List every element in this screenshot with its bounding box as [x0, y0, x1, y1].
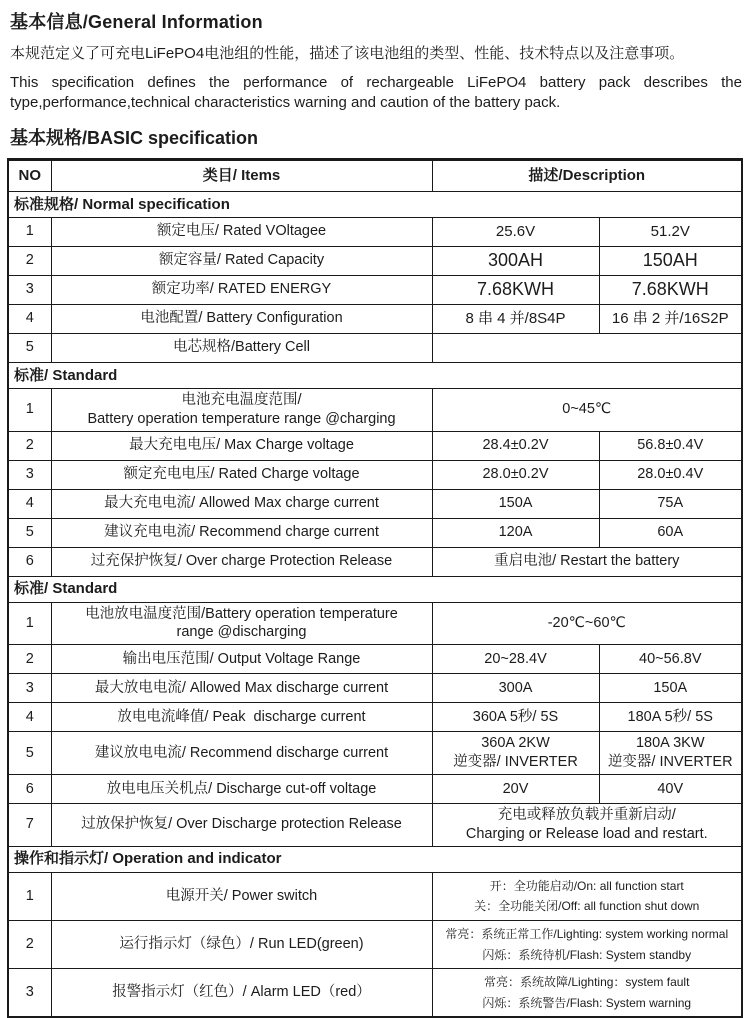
value-cell-left — [432, 645, 599, 674]
row-number: 2 — [8, 246, 51, 275]
table-row — [8, 803, 742, 846]
page-title-spec: 基本规格/BASIC specification — [10, 127, 259, 148]
table-row — [8, 275, 742, 304]
cell-text-line: -20℃~60℃ — [547, 614, 626, 631]
item-cell — [51, 246, 432, 275]
table-row — [8, 547, 742, 576]
item-cell — [51, 489, 432, 518]
cell-text-line: 28.0±0.4V — [637, 466, 704, 483]
row-number: 5 — [8, 518, 51, 547]
item-cell — [51, 333, 432, 362]
value-cell-left — [432, 674, 599, 703]
value-cell-right — [599, 246, 742, 275]
table-row — [8, 518, 742, 547]
cell-text-line: 最大充电电压/ Max Charge voltage — [129, 437, 354, 454]
value-cell-left — [432, 703, 599, 732]
item-cell — [51, 431, 432, 460]
cell-text-line: 40V — [657, 780, 684, 797]
row-number: 4 — [8, 703, 51, 732]
cell-text-line: 报警指示灯（红色）/ Alarm LED（red） — [112, 984, 371, 1001]
header-items: 类目/ Items — [51, 159, 432, 191]
table-row — [8, 304, 742, 333]
header-description: 描述/Description — [432, 159, 742, 191]
cell-text-line: 电芯规格/Battery Cell — [173, 339, 310, 356]
table-row — [8, 489, 742, 518]
table-row — [8, 246, 742, 275]
row-number: 3 — [8, 674, 51, 703]
page-title-general: 基本信息/General Information — [10, 12, 263, 32]
cell-text-line: 建议充电电流/ Recommend charge current — [104, 524, 379, 541]
cell-text-line: 28.4±0.2V — [482, 437, 549, 454]
cell-text-line: 16 串 2 并/16S2P — [611, 310, 729, 328]
intro-paragraph-en: This specification defines the performance of rechargeable LiFePO4 battery pack describes the type,performance,technical characteristics warning and caution of the battery pack. — [10, 73, 742, 112]
item-cell — [51, 774, 432, 803]
value-cell-left — [432, 217, 599, 246]
cell-text-line: 8 串 4 并/8S4P — [465, 310, 566, 328]
value-cell-merged — [432, 333, 742, 362]
table-row — [8, 333, 742, 362]
row-number: 5 — [8, 732, 51, 775]
cell-text-line: range @discharging — [176, 624, 307, 641]
table-row — [8, 388, 742, 431]
cell-text-line: 电源开关/ Power switch — [165, 887, 318, 904]
value-cell-merged — [432, 388, 742, 431]
item-cell — [51, 217, 432, 246]
row-number: 7 — [8, 803, 51, 846]
value-cell-right — [599, 674, 742, 703]
item-cell — [51, 803, 432, 846]
cell-text-line: 300A — [498, 679, 533, 696]
cell-text-line: 150A — [653, 679, 688, 696]
table-row — [8, 703, 742, 732]
cell-text-line: 额定充电电压/ Rated Charge voltage — [123, 466, 360, 483]
cell-text-line: 25.6V — [495, 223, 536, 241]
row-number: 4 — [8, 304, 51, 333]
cell-text-line: 56.8±0.4V — [637, 437, 704, 454]
value-cell-merged — [432, 803, 742, 846]
cell-text-line: 电池充电温度范围/ — [181, 391, 302, 408]
table-row — [8, 969, 742, 1018]
value-cell-left — [432, 246, 599, 275]
cell-text-line: 51.2V — [650, 223, 690, 241]
cell-text-line: 180A 3KW — [635, 735, 705, 752]
table-row — [8, 460, 742, 489]
value-cell-left — [432, 304, 599, 333]
cell-text-line: 20V — [502, 780, 529, 797]
value-cell-right — [599, 275, 742, 304]
cell-text-line: 闪烁：系统警告/Flash: System warning — [482, 995, 692, 1010]
value-cell-left — [432, 518, 599, 547]
cell-text-line: 输出电压范围/ Output Voltage Range — [122, 650, 361, 667]
cell-text-line: 150A — [498, 495, 533, 512]
cell-text-line: 0~45℃ — [562, 401, 612, 418]
cell-text-line: 关：全功能关闭/Off: all function shut down — [474, 899, 700, 914]
value-cell-right — [599, 304, 742, 333]
row-number: 4 — [8, 489, 51, 518]
row-number: 3 — [8, 275, 51, 304]
item-cell — [51, 645, 432, 674]
value-cell-right — [599, 645, 742, 674]
item-cell — [51, 518, 432, 547]
spec-table-body — [8, 191, 742, 1017]
cell-text-line: Charging or Release load and restart. — [465, 825, 708, 842]
cell-text-line: 开：全功能启动/On: all function start — [489, 878, 684, 893]
table-row — [8, 872, 742, 920]
section-row — [8, 576, 742, 602]
value-cell-right — [599, 217, 742, 246]
section-row — [8, 362, 742, 388]
value-cell-left — [432, 431, 599, 460]
row-number: 1 — [8, 872, 51, 920]
section-title: 标准/ Standard — [8, 362, 742, 388]
cell-text-line: 300AH — [487, 250, 544, 271]
table-row — [8, 774, 742, 803]
row-number: 2 — [8, 645, 51, 674]
section-row — [8, 846, 742, 872]
cell-text-line: 最大充电电流/ Allowed Max charge current — [104, 495, 379, 512]
item-cell — [51, 602, 432, 645]
value-cell-left — [432, 460, 599, 489]
table-row — [8, 732, 742, 775]
value-cell-right — [599, 489, 742, 518]
section-title: 标准/ Standard — [8, 576, 742, 602]
row-number: 6 — [8, 547, 51, 576]
value-cell-right — [599, 703, 742, 732]
cell-text-line: 额定电压/ Rated VOltagee — [156, 223, 327, 240]
value-cell-right — [599, 774, 742, 803]
cell-text-line: 360A 2KW — [481, 735, 550, 752]
item-cell — [51, 388, 432, 431]
section-title: 标准规格/ Normal specification — [8, 191, 742, 217]
table-row — [8, 602, 742, 645]
value-cell-right — [599, 431, 742, 460]
value-cell-right — [599, 518, 742, 547]
cell-text-line: 180A 5秒/ 5S — [627, 708, 713, 725]
cell-text-line: 120A — [498, 524, 533, 541]
cell-text-line: 360A 5秒/ 5S — [472, 708, 559, 725]
value-cell-left — [432, 774, 599, 803]
cell-text-line: 逆变器/ INVERTER — [607, 754, 733, 771]
cell-text-line: 电池配置/ Battery Configuration — [140, 310, 343, 327]
section-title: 操作和指示灯/ Operation and indicator — [8, 846, 742, 872]
header-no: NO — [8, 159, 51, 191]
cell-text-line: Battery operation temperature range @charging — [87, 410, 396, 427]
value-cell-merged — [432, 872, 742, 920]
cell-text-line: 逆变器/ INVERTER — [453, 754, 578, 771]
cell-text-line: 建议放电电流/ Recommend discharge current — [94, 744, 389, 761]
table-row — [8, 217, 742, 246]
cell-text-line: 充电或释放负载并重新启动/ — [497, 806, 676, 823]
value-cell-merged — [432, 547, 742, 576]
value-cell-right — [599, 460, 742, 489]
row-number: 5 — [8, 333, 51, 362]
cell-text-line: 7.68KWH — [631, 279, 709, 300]
cell-text-line: 40~56.8V — [639, 650, 702, 667]
table-row — [8, 920, 742, 968]
cell-text-line: 闪烁：系统待机/Flash: System standby — [482, 947, 692, 962]
cell-text-line: 常亮：系统故障/Lighting：system fault — [484, 975, 690, 990]
item-cell — [51, 547, 432, 576]
value-cell-left — [432, 489, 599, 518]
cell-text-line: 最大放电电流/ Allowed Max discharge current — [94, 679, 389, 696]
section-row — [8, 191, 742, 217]
row-number: 2 — [8, 920, 51, 968]
spec-table — [7, 158, 743, 1018]
value-cell-right — [599, 732, 742, 775]
cell-text-line: 过放保护恢复/ Over Discharge protection Release — [81, 816, 402, 833]
cell-text-line: 运行指示灯（绿色）/ Run LED(green) — [119, 936, 364, 953]
row-number: 6 — [8, 774, 51, 803]
value-cell-left — [432, 732, 599, 775]
row-number: 3 — [8, 969, 51, 1018]
value-cell-left — [432, 275, 599, 304]
value-cell-merged — [432, 969, 742, 1018]
item-cell — [51, 460, 432, 489]
cell-text-line: 重启电池/ Restart the battery — [494, 553, 680, 570]
cell-text-line: 放电电流峰值/ Peak discharge current — [117, 708, 366, 725]
row-number: 1 — [8, 388, 51, 431]
table-row — [8, 431, 742, 460]
item-cell — [51, 674, 432, 703]
item-cell — [51, 275, 432, 304]
cell-text-line: 60A — [657, 524, 684, 541]
cell-text-line: 75A — [657, 495, 684, 512]
value-cell-merged — [432, 602, 742, 645]
item-cell — [51, 920, 432, 968]
cell-text-line: 7.68KWH — [476, 279, 555, 300]
row-number: 3 — [8, 460, 51, 489]
item-cell — [51, 872, 432, 920]
cell-text-line: 放电电压关机点/ Discharge cut-off voltage — [106, 780, 377, 797]
value-cell-merged — [432, 920, 742, 968]
cell-text-line: 150AH — [642, 250, 698, 271]
item-cell — [51, 732, 432, 775]
table-header-row — [8, 159, 742, 191]
row-number: 1 — [8, 217, 51, 246]
item-cell — [51, 969, 432, 1018]
table-row — [8, 645, 742, 674]
cell-text-line: 常亮：系统正常工作/Lighting: system working normal — [445, 926, 729, 941]
intro-paragraph-zh: 本规范定义了可充电LiFePO4电池组的性能，描述了该电池组的类型、性能、技术特点以及注意事项。 — [10, 45, 685, 62]
row-number: 2 — [8, 431, 51, 460]
cell-text-line: 过充保护恢复/ Over charge Protection Release — [90, 553, 393, 570]
cell-text-line: 20~28.4V — [484, 650, 547, 667]
cell-text-line: 额定容量/ Rated Capacity — [158, 252, 325, 269]
item-cell — [51, 304, 432, 333]
table-row — [8, 674, 742, 703]
cell-text-line: 额定功率/ RATED ENERGY — [151, 281, 332, 298]
cell-text-line: 电池放电温度范围/Battery operation temperature — [85, 605, 398, 622]
cell-text-line: 28.0±0.2V — [482, 466, 549, 483]
item-cell — [51, 703, 432, 732]
row-number: 1 — [8, 602, 51, 645]
